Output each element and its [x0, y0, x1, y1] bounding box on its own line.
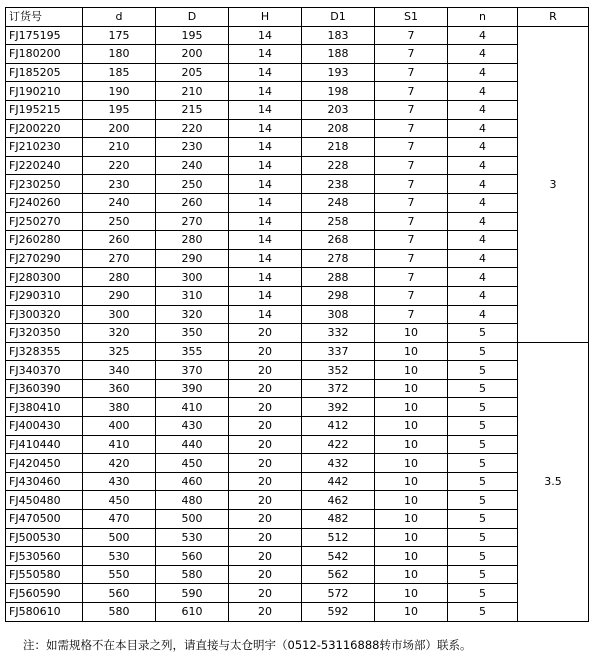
- cell-D1: 298: [302, 286, 375, 305]
- cell-order-no: FJ190210: [6, 82, 83, 101]
- cell-d: 185: [83, 63, 156, 82]
- cell-n: 5: [448, 361, 518, 380]
- cell-S1: 7: [375, 45, 448, 64]
- cell-H: 20: [229, 472, 302, 491]
- cell-D1: 462: [302, 491, 375, 510]
- cell-H: 14: [229, 193, 302, 212]
- table-row: [6, 175, 589, 194]
- cell-D1: 572: [302, 584, 375, 603]
- cell-order-no: FJ180200: [6, 45, 83, 64]
- cell-H: 20: [229, 361, 302, 380]
- header-H: H: [229, 8, 302, 27]
- cell-D: 215: [156, 100, 229, 119]
- table-row: [6, 472, 589, 491]
- cell-D: 350: [156, 324, 229, 343]
- cell-d: 250: [83, 212, 156, 231]
- cell-d: 240: [83, 193, 156, 212]
- cell-n: 5: [448, 342, 518, 361]
- cell-order-no: FJ410440: [6, 435, 83, 454]
- cell-S1: 10: [375, 603, 448, 622]
- cell-D1: 337: [302, 342, 375, 361]
- cell-D: 270: [156, 212, 229, 231]
- cell-d: 430: [83, 472, 156, 491]
- cell-n: 4: [448, 305, 518, 324]
- cell-n: 4: [448, 268, 518, 287]
- cell-n: 4: [448, 119, 518, 138]
- footnote: 注：如需规格不在本目录之列，请直接与太仓明宇（0512-53116888转市场部）联系。: [23, 638, 472, 652]
- cell-n: 5: [448, 603, 518, 622]
- table-row: [6, 547, 589, 566]
- cell-d: 200: [83, 119, 156, 138]
- cell-D: 290: [156, 249, 229, 268]
- header-d: d: [83, 8, 156, 27]
- cell-S1: 10: [375, 324, 448, 343]
- cell-n: 4: [448, 100, 518, 119]
- cell-n: 5: [448, 528, 518, 547]
- cell-H: 20: [229, 491, 302, 510]
- cell-order-no: FJ175195: [6, 26, 83, 45]
- cell-D: 500: [156, 510, 229, 529]
- cell-order-no: FJ185205: [6, 63, 83, 82]
- cell-D: 195: [156, 26, 229, 45]
- cell-S1: 10: [375, 435, 448, 454]
- cell-S1: 10: [375, 528, 448, 547]
- cell-n: 5: [448, 510, 518, 529]
- cell-D: 320: [156, 305, 229, 324]
- cell-n: 5: [448, 435, 518, 454]
- cell-S1: 10: [375, 584, 448, 603]
- cell-D1: 392: [302, 398, 375, 417]
- cell-D: 480: [156, 491, 229, 510]
- cell-order-no: FJ340370: [6, 361, 83, 380]
- cell-H: 14: [229, 138, 302, 157]
- cell-d: 420: [83, 454, 156, 473]
- cell-D1: 258: [302, 212, 375, 231]
- cell-R: 3: [518, 26, 589, 342]
- cell-d: 290: [83, 286, 156, 305]
- table-row: [6, 584, 589, 603]
- cell-D: 300: [156, 268, 229, 287]
- cell-d: 410: [83, 435, 156, 454]
- cell-H: 20: [229, 398, 302, 417]
- cell-D: 390: [156, 379, 229, 398]
- cell-n: 5: [448, 584, 518, 603]
- cell-D: 280: [156, 231, 229, 250]
- cell-order-no: FJ200220: [6, 119, 83, 138]
- cell-order-no: FJ420450: [6, 454, 83, 473]
- header-n: n: [448, 8, 518, 27]
- cell-D: 590: [156, 584, 229, 603]
- cell-S1: 10: [375, 472, 448, 491]
- cell-S1: 10: [375, 510, 448, 529]
- cell-n: 5: [448, 398, 518, 417]
- cell-S1: 7: [375, 138, 448, 157]
- cell-order-no: FJ280300: [6, 268, 83, 287]
- cell-D1: 432: [302, 454, 375, 473]
- table-row: [6, 342, 589, 361]
- cell-n: 4: [448, 286, 518, 305]
- cell-H: 14: [229, 100, 302, 119]
- cell-n: 4: [448, 26, 518, 45]
- cell-H: 14: [229, 305, 302, 324]
- cell-d: 195: [83, 100, 156, 119]
- cell-order-no: FJ550580: [6, 565, 83, 584]
- cell-S1: 10: [375, 565, 448, 584]
- cell-D: 560: [156, 547, 229, 566]
- cell-order-no: FJ230250: [6, 175, 83, 194]
- cell-order-no: FJ195215: [6, 100, 83, 119]
- table-row: [6, 417, 589, 436]
- cell-S1: 10: [375, 398, 448, 417]
- cell-D1: 308: [302, 305, 375, 324]
- cell-d: 220: [83, 156, 156, 175]
- cell-order-no: FJ210230: [6, 138, 83, 157]
- cell-D: 210: [156, 82, 229, 101]
- table-row: [6, 212, 589, 231]
- cell-D1: 332: [302, 324, 375, 343]
- cell-n: 4: [448, 249, 518, 268]
- cell-order-no: FJ450480: [6, 491, 83, 510]
- header-D: D: [156, 8, 229, 27]
- cell-order-no: FJ300320: [6, 305, 83, 324]
- cell-D1: 592: [302, 603, 375, 622]
- cell-D1: 193: [302, 63, 375, 82]
- cell-order-no: FJ270290: [6, 249, 83, 268]
- cell-n: 5: [448, 547, 518, 566]
- cell-d: 230: [83, 175, 156, 194]
- table-row: [6, 63, 589, 82]
- cell-S1: 7: [375, 175, 448, 194]
- cell-D1: 412: [302, 417, 375, 436]
- cell-d: 380: [83, 398, 156, 417]
- cell-order-no: FJ560590: [6, 584, 83, 603]
- cell-H: 14: [229, 45, 302, 64]
- table-row: [6, 268, 589, 287]
- cell-order-no: FJ400430: [6, 417, 83, 436]
- cell-S1: 7: [375, 63, 448, 82]
- cell-S1: 7: [375, 305, 448, 324]
- cell-D1: 442: [302, 472, 375, 491]
- cell-D1: 512: [302, 528, 375, 547]
- cell-D: 460: [156, 472, 229, 491]
- cell-D1: 198: [302, 82, 375, 101]
- cell-d: 580: [83, 603, 156, 622]
- cell-d: 400: [83, 417, 156, 436]
- cell-S1: 7: [375, 100, 448, 119]
- cell-H: 20: [229, 528, 302, 547]
- cell-D: 220: [156, 119, 229, 138]
- cell-n: 5: [448, 565, 518, 584]
- cell-H: 14: [229, 175, 302, 194]
- cell-order-no: FJ240260: [6, 193, 83, 212]
- cell-H: 14: [229, 231, 302, 250]
- header-D1: D1: [302, 8, 375, 27]
- cell-d: 340: [83, 361, 156, 380]
- cell-n: 4: [448, 212, 518, 231]
- cell-d: 280: [83, 268, 156, 287]
- cell-D1: 203: [302, 100, 375, 119]
- cell-d: 530: [83, 547, 156, 566]
- cell-D: 530: [156, 528, 229, 547]
- cell-H: 14: [229, 249, 302, 268]
- table-row: [6, 528, 589, 547]
- cell-H: 20: [229, 584, 302, 603]
- cell-D: 250: [156, 175, 229, 194]
- cell-H: 14: [229, 268, 302, 287]
- cell-D1: 218: [302, 138, 375, 157]
- cell-D1: 268: [302, 231, 375, 250]
- cell-n: 4: [448, 45, 518, 64]
- cell-order-no: FJ430460: [6, 472, 83, 491]
- cell-d: 360: [83, 379, 156, 398]
- cell-H: 20: [229, 379, 302, 398]
- cell-n: 4: [448, 175, 518, 194]
- cell-D: 240: [156, 156, 229, 175]
- cell-n: 4: [448, 63, 518, 82]
- cell-D1: 208: [302, 119, 375, 138]
- cell-H: 20: [229, 510, 302, 529]
- cell-D1: 278: [302, 249, 375, 268]
- cell-D1: 288: [302, 268, 375, 287]
- cell-D1: 562: [302, 565, 375, 584]
- cell-D1: 352: [302, 361, 375, 380]
- cell-d: 320: [83, 324, 156, 343]
- cell-order-no: FJ320350: [6, 324, 83, 343]
- cell-order-no: FJ290310: [6, 286, 83, 305]
- cell-D1: 422: [302, 435, 375, 454]
- cell-order-no: FJ250270: [6, 212, 83, 231]
- table-row: [6, 491, 589, 510]
- cell-d: 550: [83, 565, 156, 584]
- cell-n: 5: [448, 417, 518, 436]
- cell-D: 410: [156, 398, 229, 417]
- cell-d: 180: [83, 45, 156, 64]
- cell-D: 260: [156, 193, 229, 212]
- table-row: [6, 435, 589, 454]
- cell-D: 450: [156, 454, 229, 473]
- cell-D1: 183: [302, 26, 375, 45]
- table-row: [6, 100, 589, 119]
- cell-S1: 7: [375, 26, 448, 45]
- header-R: R: [518, 8, 589, 27]
- cell-n: 5: [448, 379, 518, 398]
- cell-H: 20: [229, 547, 302, 566]
- cell-d: 560: [83, 584, 156, 603]
- cell-n: 5: [448, 454, 518, 473]
- cell-order-no: FJ530560: [6, 547, 83, 566]
- cell-n: 5: [448, 324, 518, 343]
- cell-order-no: FJ220240: [6, 156, 83, 175]
- cell-H: 20: [229, 435, 302, 454]
- cell-H: 20: [229, 417, 302, 436]
- cell-R: 3.5: [518, 342, 589, 621]
- table-row: [6, 398, 589, 417]
- cell-d: 450: [83, 491, 156, 510]
- cell-D: 440: [156, 435, 229, 454]
- cell-H: 14: [229, 286, 302, 305]
- cell-n: 5: [448, 491, 518, 510]
- table-row: [6, 45, 589, 64]
- table-row: [6, 82, 589, 101]
- cell-D1: 482: [302, 510, 375, 529]
- cell-D: 580: [156, 565, 229, 584]
- table-row: [6, 138, 589, 157]
- table-row: [6, 26, 589, 45]
- table-row: [6, 156, 589, 175]
- cell-H: 20: [229, 454, 302, 473]
- cell-S1: 10: [375, 361, 448, 380]
- table-row: [6, 305, 589, 324]
- cell-d: 175: [83, 26, 156, 45]
- cell-n: 4: [448, 193, 518, 212]
- cell-S1: 7: [375, 212, 448, 231]
- cell-n: 5: [448, 472, 518, 491]
- cell-d: 190: [83, 82, 156, 101]
- table-row: [6, 249, 589, 268]
- table-row: [6, 361, 589, 380]
- table-row: [6, 603, 589, 622]
- cell-n: 4: [448, 138, 518, 157]
- cell-order-no: FJ260280: [6, 231, 83, 250]
- cell-D1: 248: [302, 193, 375, 212]
- spec-table: [5, 7, 589, 622]
- cell-H: 20: [229, 565, 302, 584]
- cell-order-no: FJ580610: [6, 603, 83, 622]
- cell-S1: 7: [375, 231, 448, 250]
- table-row: [6, 286, 589, 305]
- cell-D: 430: [156, 417, 229, 436]
- cell-S1: 7: [375, 286, 448, 305]
- cell-order-no: FJ328355: [6, 342, 83, 361]
- table-body: [6, 26, 589, 621]
- cell-D: 355: [156, 342, 229, 361]
- table-row: [6, 231, 589, 250]
- cell-S1: 10: [375, 417, 448, 436]
- cell-D1: 228: [302, 156, 375, 175]
- table-row: [6, 324, 589, 343]
- cell-S1: 7: [375, 249, 448, 268]
- cell-D: 370: [156, 361, 229, 380]
- table-row: [6, 454, 589, 473]
- cell-D1: 372: [302, 379, 375, 398]
- header-row: [6, 8, 589, 27]
- cell-S1: 10: [375, 454, 448, 473]
- cell-S1: 7: [375, 119, 448, 138]
- table-row: [6, 119, 589, 138]
- cell-S1: 10: [375, 491, 448, 510]
- cell-H: 14: [229, 82, 302, 101]
- cell-order-no: FJ500530: [6, 528, 83, 547]
- cell-order-no: FJ360390: [6, 379, 83, 398]
- cell-n: 4: [448, 231, 518, 250]
- cell-H: 14: [229, 212, 302, 231]
- table-row: [6, 193, 589, 212]
- header-order-no: 订货号: [6, 8, 83, 27]
- table-row: [6, 379, 589, 398]
- cell-H: 14: [229, 63, 302, 82]
- cell-D: 230: [156, 138, 229, 157]
- cell-H: 20: [229, 603, 302, 622]
- cell-d: 325: [83, 342, 156, 361]
- cell-S1: 10: [375, 379, 448, 398]
- cell-H: 14: [229, 119, 302, 138]
- cell-S1: 7: [375, 268, 448, 287]
- cell-S1: 10: [375, 547, 448, 566]
- cell-d: 500: [83, 528, 156, 547]
- cell-D: 310: [156, 286, 229, 305]
- cell-d: 470: [83, 510, 156, 529]
- cell-D: 205: [156, 63, 229, 82]
- cell-S1: 10: [375, 342, 448, 361]
- cell-order-no: FJ470500: [6, 510, 83, 529]
- cell-n: 4: [448, 82, 518, 101]
- cell-H: 14: [229, 156, 302, 175]
- cell-d: 270: [83, 249, 156, 268]
- table-row: [6, 510, 589, 529]
- cell-d: 210: [83, 138, 156, 157]
- cell-S1: 7: [375, 82, 448, 101]
- cell-H: 14: [229, 26, 302, 45]
- cell-d: 260: [83, 231, 156, 250]
- cell-d: 300: [83, 305, 156, 324]
- cell-D1: 238: [302, 175, 375, 194]
- cell-H: 20: [229, 342, 302, 361]
- cell-D: 610: [156, 603, 229, 622]
- cell-D1: 188: [302, 45, 375, 64]
- cell-S1: 7: [375, 156, 448, 175]
- cell-S1: 7: [375, 193, 448, 212]
- cell-H: 20: [229, 324, 302, 343]
- header-S1: S1: [375, 8, 448, 27]
- cell-order-no: FJ380410: [6, 398, 83, 417]
- cell-n: 4: [448, 156, 518, 175]
- cell-D: 200: [156, 45, 229, 64]
- cell-D1: 542: [302, 547, 375, 566]
- table-row: [6, 565, 589, 584]
